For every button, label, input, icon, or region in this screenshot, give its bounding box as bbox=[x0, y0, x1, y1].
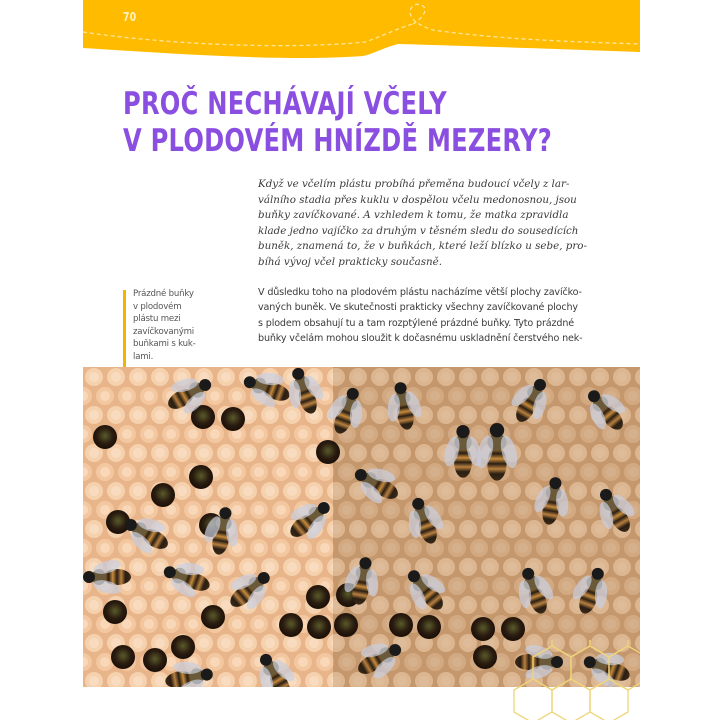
body-line: s plodem obsahují tu a tam rozptýlené prázdné buňky. Tyto prázdné bbox=[258, 317, 574, 329]
body-line: vaných buněk. Ve skutečnosti prakticky všechny zavíčkované plochy bbox=[258, 302, 578, 314]
photo-caption bbox=[133, 288, 223, 364]
body-line: V důsledku toho na plodovém plástu nacházíme větší plochy zavíčko- bbox=[258, 287, 582, 298]
body-line: buňky včelám mohou sloužit k dočasnému uskladnění čerstvého nek- bbox=[258, 333, 583, 345]
photo-illustration bbox=[83, 367, 640, 687]
caption-line: plástu mezi bbox=[133, 314, 181, 325]
body-paragraph bbox=[258, 285, 623, 347]
lead-line: klade jedno vajíčko za druhým v těsném sledu do sousedících bbox=[258, 224, 579, 237]
title-line: V PLODOVÉM HNÍZDĚ MEZERY? bbox=[123, 123, 552, 159]
caption-line: zavíčkovanými bbox=[133, 326, 194, 337]
caption-line: lami. bbox=[133, 351, 154, 362]
honeycomb-decoration bbox=[478, 640, 640, 720]
lead-line: bíhá vývoj včel prakticky současně. bbox=[258, 255, 443, 268]
lead-paragraph bbox=[258, 177, 623, 271]
book-page bbox=[83, 0, 640, 720]
honeycomb-bees-photo bbox=[83, 367, 640, 687]
lead-line: buněk, znamená to, že v buňkách, které leží blízko u sebe, pro- bbox=[258, 240, 587, 253]
lead-line: buňky zavíčkované. A vzhledem k tomu, že matka zpravidla bbox=[258, 209, 569, 222]
title-line: PROČ NECHÁVAJÍ VČELY bbox=[123, 86, 447, 122]
lead-line: Když ve včelím plástu probíhá přeměna budoucí včely z lar- bbox=[258, 178, 570, 190]
caption-line: v plodovém bbox=[133, 301, 182, 312]
article-title bbox=[123, 86, 552, 160]
lead-line: válního stadia přes kuklu v dospělou včelu medonosnou, jsou bbox=[258, 193, 577, 206]
page-number: 70 bbox=[123, 10, 137, 24]
caption-line: buňkami s kuk- bbox=[133, 339, 196, 350]
caption-line: Prázdné buňky bbox=[133, 289, 194, 299]
header-band bbox=[83, 0, 640, 70]
